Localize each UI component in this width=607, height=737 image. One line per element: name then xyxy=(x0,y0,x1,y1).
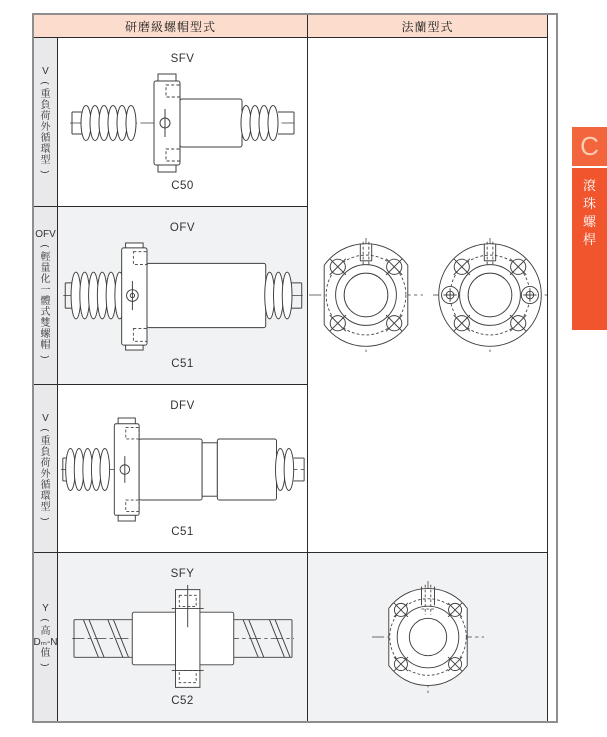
flange-front-view-flat-sides-4-holes-sfy xyxy=(372,581,484,693)
drawing-title-sfv: SFV xyxy=(170,53,195,65)
drawing-code-c52: C52 xyxy=(171,695,194,707)
flange-view-cell-sfy xyxy=(308,553,547,721)
header-flange-type: 法蘭型式 xyxy=(308,15,547,38)
row-label-y-high-dmn: Y ( 高 Dₘ-N 值 ) xyxy=(34,553,58,721)
chapter-title-ballscrew: 滾 珠 螺 桿 xyxy=(582,178,596,247)
flange-front-view-round-6-holes xyxy=(433,238,547,352)
flange-views-cell xyxy=(308,38,547,553)
flange-front-view-flat-sides-4-holes xyxy=(309,238,423,352)
dfv-nut-drawing xyxy=(59,416,307,523)
drawing-code-c51-2: C51 xyxy=(171,526,194,538)
drawing-code-c51: C51 xyxy=(171,358,194,370)
sfy-nut-drawing xyxy=(70,584,296,693)
cell-sfv xyxy=(58,38,308,207)
drawing-code-c50: C50 xyxy=(171,180,194,192)
cell-ofv xyxy=(58,207,308,385)
spec-table-frame xyxy=(32,13,558,723)
drawing-title-sfy: SFY xyxy=(170,568,195,580)
row-label-v-heavy-load-external-2: V ( 重 負 荷 外 循 環 型 ) xyxy=(34,385,58,553)
ofv-nut-drawing xyxy=(61,242,305,351)
chapter-tab-ballscrew[interactable] xyxy=(572,127,607,330)
cell-sfy xyxy=(58,553,308,721)
header-ground-nut-type: 研磨級螺帽型式 xyxy=(34,15,308,38)
chapter-letter: C xyxy=(572,127,607,168)
drawing-title-dfv: DFV xyxy=(170,400,195,412)
row-label-v-heavy-load-external: V ( 重 負 荷 外 循 環 型 ) xyxy=(34,38,58,207)
cell-dfv xyxy=(58,385,308,553)
row-label-ofv-lightweight-double-nut: OFV ( 輕 量 化 一 體 式 雙 螺 帽 ) xyxy=(34,207,58,385)
drawing-title-ofv: OFV xyxy=(169,222,196,234)
sfv-nut-drawing xyxy=(68,73,298,173)
spec-table xyxy=(34,15,548,721)
